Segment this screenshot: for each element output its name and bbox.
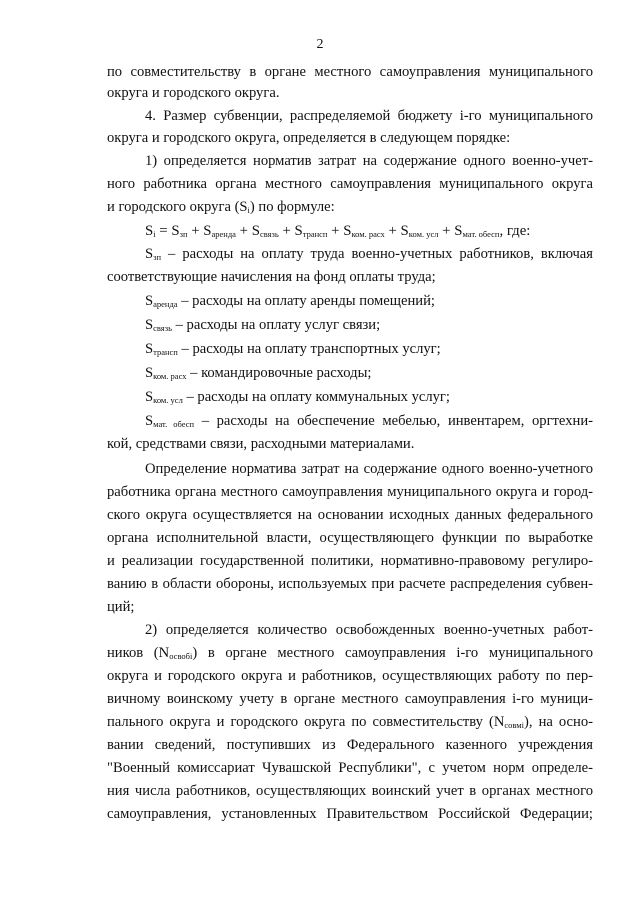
- text-line: $S_{связь}$ – расходы на оплату услуг связи;: [145, 317, 381, 333]
- text-line: ников $(N_{освобi})$ в органе местного самоуправления i-го муниципального: [107, 645, 593, 661]
- text-line: вании сведений, поступивших из Федерального казенного учреждения: [107, 737, 593, 753]
- text-line: округа и городского округа, определяется в следующем порядке:: [107, 130, 511, 146]
- text-line: соответствующие начисления на фонд оплаты труда;: [107, 269, 436, 285]
- page-number: 2: [316, 37, 324, 52]
- text-line: и городского округа $(S_i)$ по формуле:: [107, 199, 335, 215]
- text-line: $S_{ком. расх}$ – командировочные расходы;: [145, 365, 372, 381]
- text-line: Определение норматива затрат на содержание одного военно-учетного: [145, 461, 593, 477]
- text-line: $S_{мат. обесп}$ – расходы на обеспечение мебелью, инвентарем, оргтехни-: [145, 413, 593, 429]
- text-line: ций;: [107, 599, 135, 615]
- text-line: ского округа осуществляется на основании исходных данных федерального: [107, 507, 593, 523]
- text-line: по совместительству в органе местного самоуправления муниципального: [107, 64, 593, 80]
- text-line: $S_{трансп}$ – расходы на оплату транспортных услуг;: [145, 341, 441, 357]
- text-line: 4. Размер субвенции, распределяемой бюджету i-го муниципального: [145, 108, 593, 124]
- text-line: вичному воинскому учету в органе местного самоуправления i-го муници-: [107, 691, 593, 707]
- text-line: округа и городского округа и работников, осуществляющих работу по пер-: [107, 668, 593, 684]
- text-line: ного работника органа местного самоуправления муниципального округа: [107, 176, 593, 192]
- text-line: 2) определяется количество освобожденных военно-учетных работ-: [145, 622, 593, 638]
- text-line: органа исполнительной власти, осуществляющего функции по выработке: [107, 530, 593, 546]
- text-line: $S_{ком. усл}$ – расходы на оплату коммунальных услуг;: [145, 389, 450, 405]
- text-line: ванию в области обороны, используемых при расчете распределения субвен-: [107, 576, 593, 592]
- text-line: и реализации государственной политики, нормативно-правовому регулиро-: [107, 553, 593, 569]
- text-line: 1) определяется норматив затрат на содержание одного военно-учет-: [145, 153, 593, 169]
- text-line: округа и городского округа.: [107, 85, 280, 101]
- formula: $S_i = S_{зп} + S_{аренда} + S_{связь} + S_{трансп} + S_{ком. расх} + S_{ком. усл} + S_{мат. обесп}$, где:: [145, 223, 531, 239]
- text-line: "Военный комиссариат Чувашской Республики", с учетом норм определе-: [107, 760, 593, 776]
- text-line: пального округа и городского округа по совместительству $(N_{совмi})$, на осно-: [107, 714, 593, 730]
- text-line: $S_{аренда}$ – расходы на оплату аренды помещений;: [145, 293, 435, 309]
- text-line: $S_{зп}$ – расходы на оплату труда военно-учетных работников, включая: [145, 246, 593, 262]
- text-line: работника органа местного самоуправления муниципального округа и город-: [107, 484, 593, 500]
- text-line: ния числа работников, осуществляющих воинский учет в органах местного: [107, 783, 593, 799]
- text-line: самоуправления, установленных Правительством Российской Федерации;: [107, 806, 593, 822]
- text-line: кой, средствами связи, расходными материалами.: [107, 436, 415, 452]
